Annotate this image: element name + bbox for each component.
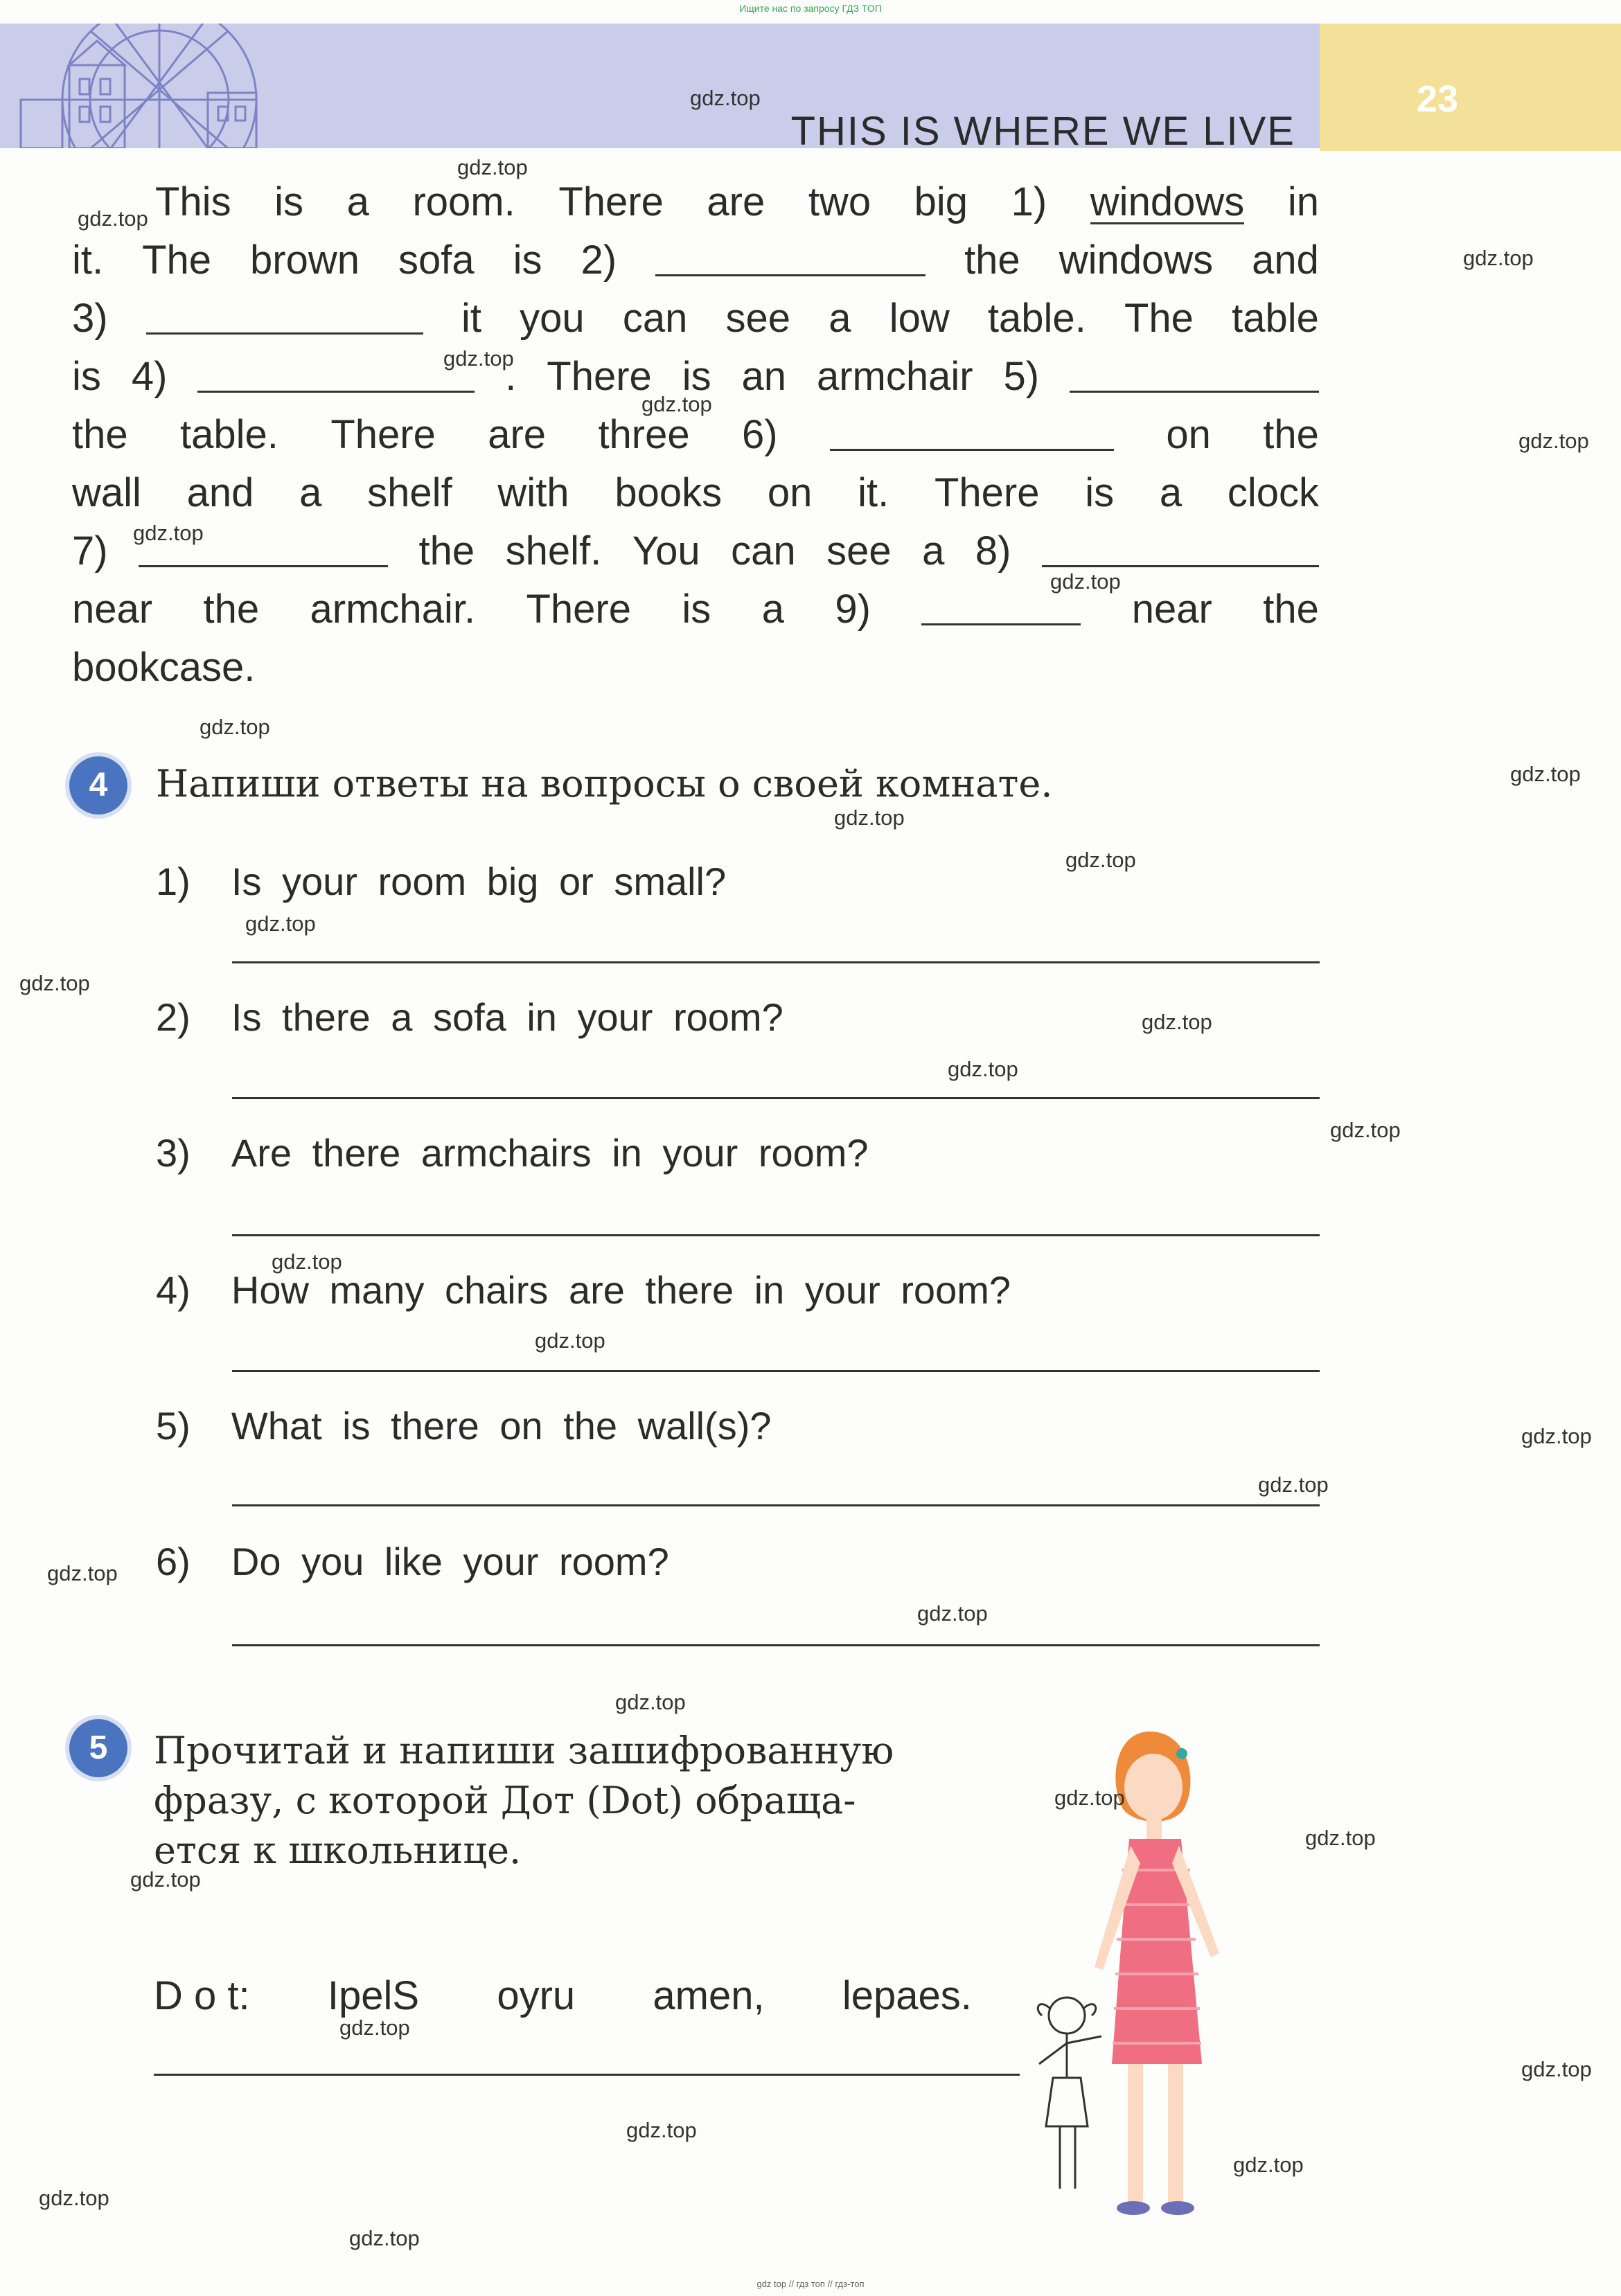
watermark: gdz.top xyxy=(443,346,514,371)
watermark: gdz.top xyxy=(1521,1424,1592,1448)
task3-word: the xyxy=(1263,587,1319,632)
task3-word: armchair. xyxy=(310,587,476,632)
watermark: gdz.top xyxy=(39,2186,109,2210)
watermark: gdz.top xyxy=(1330,1118,1401,1142)
fill-in-blank[interactable] xyxy=(655,238,925,276)
watermark: gdz.top xyxy=(1050,569,1121,594)
watermark: gdz.top xyxy=(339,2015,410,2040)
task3-line xyxy=(72,296,1319,341)
task3-word: There xyxy=(526,587,631,632)
watermark: gdz.top xyxy=(349,2226,420,2250)
watermark: gdz.top xyxy=(690,86,761,110)
speaker-label: D o t: xyxy=(154,1973,250,2018)
question-2: 2) Is there a sofa in your room? xyxy=(156,995,783,1039)
watermark: gdz.top xyxy=(615,1690,686,1714)
question-4: 4) How many chairs are there in your room? xyxy=(156,1268,1011,1312)
bottom-note: gdz top // гдз топ // гдз-топ xyxy=(756,2279,865,2289)
task3-word: it. xyxy=(72,238,104,283)
answer-line-5[interactable] xyxy=(232,1504,1320,1506)
watermark: gdz.top xyxy=(1233,2153,1304,2177)
task3-word: the xyxy=(203,587,260,632)
task5-number-badge: 5 xyxy=(69,1719,127,1777)
task3-word: in xyxy=(1287,179,1319,224)
task3-word: the xyxy=(418,528,475,573)
task3-word: . xyxy=(505,354,517,399)
answer-line-6[interactable] xyxy=(232,1644,1320,1646)
task3-word: a xyxy=(346,179,369,224)
task3-word: clock xyxy=(1227,470,1319,515)
fill-in-blank[interactable] xyxy=(146,296,423,335)
task4-number-badge: 4 xyxy=(69,756,127,815)
question-1: 1) Is your room big or small? xyxy=(156,860,727,903)
task3-word: three xyxy=(598,412,690,457)
answer-line-2[interactable] xyxy=(232,1097,1320,1099)
task3-word: table. xyxy=(987,296,1086,341)
watermark: gdz.top xyxy=(1054,1786,1125,1810)
task3-word: you xyxy=(520,296,585,341)
watermark: gdz.top xyxy=(130,1867,201,1892)
watermark: gdz.top xyxy=(641,392,712,416)
task3-word: a xyxy=(922,528,945,573)
task3-word: see xyxy=(826,528,892,573)
task3-word: an xyxy=(741,354,787,399)
task3-word: the xyxy=(964,238,1020,283)
task3-word: with xyxy=(497,470,569,515)
task3-word: There xyxy=(558,179,664,224)
question-3: 3) Are there armchairs in your room? xyxy=(156,1131,869,1175)
task3-word: on xyxy=(767,470,813,515)
watermark: gdz.top xyxy=(133,521,204,545)
watermark: gdz.top xyxy=(1065,848,1136,872)
task3-word: low xyxy=(889,296,950,341)
task3-word: a xyxy=(829,296,851,341)
answer-line-4[interactable] xyxy=(232,1370,1320,1372)
task3-word: a xyxy=(1159,470,1182,515)
cipher-word: oyru xyxy=(497,1973,576,2018)
fill-in-blank[interactable] xyxy=(197,355,475,393)
task3-word: bookcase. xyxy=(72,645,256,690)
watermark: gdz.top xyxy=(626,2118,697,2142)
watermark: gdz.top xyxy=(245,911,316,936)
fill-in-blank[interactable] xyxy=(830,413,1114,451)
task3-word: The xyxy=(1124,296,1194,341)
fill-in-blank[interactable] xyxy=(1070,355,1319,393)
example-answer: windows xyxy=(1090,179,1245,224)
cipher-word: amen, xyxy=(653,1973,765,2018)
watermark: gdz.top xyxy=(535,1328,605,1353)
task3-word: a xyxy=(761,587,784,632)
task3-word: You xyxy=(632,528,700,573)
watermark: gdz.top xyxy=(1142,1010,1212,1034)
task3-word: shelf. xyxy=(505,528,602,573)
unit-title: THIS IS WHERE WE LIVE xyxy=(790,109,1295,154)
task3-word: This xyxy=(155,179,231,224)
task3-word: 5) xyxy=(1003,354,1040,399)
answer-line-1[interactable] xyxy=(232,961,1320,963)
task3-line xyxy=(72,413,1319,457)
top-note: Ищите нас по запросу ГДЗ ТОП xyxy=(739,3,882,14)
task3-word: can xyxy=(622,296,688,341)
task3-word: books xyxy=(614,470,723,515)
task3-word: 8) xyxy=(975,528,1011,573)
task3-word: table xyxy=(1232,296,1319,341)
task3-word: near xyxy=(1131,587,1212,632)
cipher-word: IpelS xyxy=(327,1973,420,2018)
task3-word: can xyxy=(731,528,796,573)
task3-line xyxy=(72,238,1319,283)
task3-word: the xyxy=(1263,412,1319,457)
task3-word: table. xyxy=(180,412,278,457)
task3-word: see xyxy=(725,296,791,341)
watermark: gdz.top xyxy=(834,806,905,830)
watermark: gdz.top xyxy=(272,1249,342,1274)
task3-word: sofa xyxy=(398,238,475,283)
task5-answer-line[interactable] xyxy=(154,2074,1020,2076)
task3-word: it. xyxy=(858,470,889,515)
answer-line-3[interactable] xyxy=(232,1234,1320,1236)
girl-illustration xyxy=(1011,1704,1344,2230)
task3-word: two xyxy=(808,179,871,224)
watermark: gdz.top xyxy=(19,971,90,995)
cipher-word: lepaes. xyxy=(842,1973,972,2018)
watermark: gdz.top xyxy=(200,715,270,739)
task5-heading: Прочитай и напиши зашифрованную фразу, с которой Дот (Dot) обраща- ется к школьнице. xyxy=(154,1729,894,1872)
task3-line xyxy=(72,529,1319,573)
task3-word: it xyxy=(461,296,481,341)
watermark: gdz.top xyxy=(1521,2057,1592,2081)
task3-word: 3) xyxy=(72,296,108,341)
task3-word: shelf xyxy=(367,470,452,515)
task3-word: and xyxy=(186,470,254,515)
watermark: gdz.top xyxy=(1305,1826,1376,1850)
page-number: 23 xyxy=(1416,78,1459,120)
dot-cipher-phrase xyxy=(154,1973,972,2019)
task3-word: brown xyxy=(250,238,360,283)
watermark: gdz.top xyxy=(78,206,148,231)
task3-word: is xyxy=(72,354,101,399)
watermark: gdz.top xyxy=(457,155,528,179)
task3-word: a xyxy=(299,470,322,515)
task3-word: is xyxy=(513,238,542,283)
task3-word: There xyxy=(547,354,652,399)
task3-word: are xyxy=(707,179,765,224)
watermark: gdz.top xyxy=(1258,1472,1329,1497)
task3-word: 7) xyxy=(72,528,108,573)
watermark: gdz.top xyxy=(917,1601,988,1626)
task4-heading: Напиши ответы на вопросы о своей комнате. xyxy=(156,762,1053,806)
watermark: gdz.top xyxy=(948,1057,1018,1081)
task3-line xyxy=(72,471,1319,515)
task3-word: are xyxy=(488,412,547,457)
task3-word: is xyxy=(1085,470,1115,515)
task3-word: 2) xyxy=(581,238,617,283)
task3-word: 4) xyxy=(131,354,168,399)
task3-word: is xyxy=(274,179,304,224)
task3-word: The xyxy=(142,238,212,283)
task3-word: and xyxy=(1252,238,1319,283)
task3-word: 6) xyxy=(742,412,778,457)
watermark: gdz.top xyxy=(1510,762,1581,786)
task3-word: There xyxy=(934,470,1040,515)
fill-in-blank[interactable] xyxy=(1042,529,1319,567)
task3-word: near xyxy=(72,587,153,632)
task3-word: windows xyxy=(1058,238,1214,283)
question-6: 6) Do you like your room? xyxy=(156,1540,669,1583)
task3-word: is xyxy=(682,354,711,399)
task3-word: is xyxy=(682,587,711,632)
task3-word: room. xyxy=(412,179,515,224)
task3-word: 1) xyxy=(1011,179,1047,224)
task3-word: on xyxy=(1166,412,1211,457)
task3-word: armchair xyxy=(816,354,973,399)
task3-word: the xyxy=(72,412,128,457)
task3-word: big xyxy=(914,179,968,224)
question-5: 5) What is there on the wall(s)? xyxy=(156,1404,772,1448)
watermark: gdz.top xyxy=(1518,429,1589,453)
watermark: gdz.top xyxy=(47,1561,118,1585)
task3-line xyxy=(72,646,1319,690)
task3-word: There xyxy=(330,412,436,457)
task3-line xyxy=(72,587,1319,632)
task3-word: 9) xyxy=(835,587,871,632)
watermark: gdz.top xyxy=(1463,246,1534,270)
task3-word: wall xyxy=(72,470,141,515)
task3-line xyxy=(155,180,1319,224)
